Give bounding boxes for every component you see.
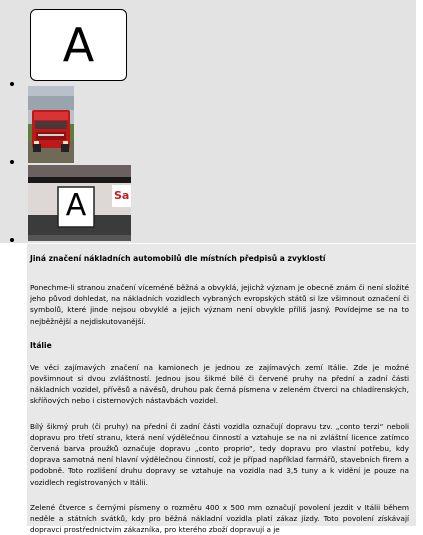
a-sign-graphic <box>30 9 127 81</box>
gallery-image-red-truck[interactable] <box>28 86 74 163</box>
article-paragraph: Zelené čtverce s černými písmeny o rozměru 400 x 500 mm označují povolení jezdit v Itálii během neděle a státních svátků, kdy pro běžná nákladní vozidla platí zákaz jízdy. Toto povolení získávají dopravci prostřednictvím zákazníka, pro kterého zboží dopravují a je <box>30 502 409 535</box>
section-heading: Itálie <box>30 340 52 350</box>
plate-text-fragment: Sa <box>114 189 130 202</box>
intro-paragraph: Ponechme-li stranou značení víceméně běžná a obvyklá, jejichž význam je obecně znám či není složité jeho původ dohledat, na nákladních vozidlech vybraných evropských států si lze všimnout označení či symbolů, které jinde nejsou obvyklé a jejich význam není obvykle příliš jasný. Povídejme se na to nejběžnější a nejdiskutovanější. <box>30 283 409 326</box>
image-gallery <box>0 0 416 243</box>
list-bullet <box>10 82 14 86</box>
sign-letter: A <box>62 18 95 72</box>
list-bullet <box>10 238 14 242</box>
article-paragraph: Bílý šikmý pruh (či pruhy) na přední či zadní části vozidla označují dopravu tzv. „conto terzi“ neboli dopravu pro třetí stranu, která není výdělečnou činností a vztahuje se na ni zvláštní licence zatímco červená barva proužků označuje dopravu „conto proprio“, tedy dopravu pro vlastní potřebu, kdy doprava samotná není hlavní výdělečnou činností, což je případ například farmářů, stavebních firem a podobně. Toto rozlišení druhu dopravy se vztahuje na vozidla nad 3,5 tuny a k vidění je pouze na vozidlech registrovaných v Itálii. <box>30 421 409 487</box>
gallery-image-a-sign[interactable] <box>28 8 132 85</box>
gallery-image-trailer-plate[interactable] <box>28 165 131 241</box>
list-bullet <box>10 160 14 164</box>
article-panel <box>27 244 416 535</box>
article-paragraph: Ve věci zajímavých značení na kamionech je jednou ze zajímavých zemí Itálie. Zde je možné povšimnout si dvou zvláštností. Jednou jsou šikmé bílé či červené pruhy na přední a zadní části nákladních vozidel, přívěsů a návěsů, druhou pak černá písmena v zeleném čtverci na chladírenských, skříňových nebo i cisternových nástavbách vozidel. <box>30 362 409 406</box>
article-title: Jiná značení nákladních automobilů dle místních předpisů a zvyklostí <box>30 254 326 263</box>
plate-letter: A <box>65 188 87 223</box>
red-truck-photo <box>28 86 74 163</box>
